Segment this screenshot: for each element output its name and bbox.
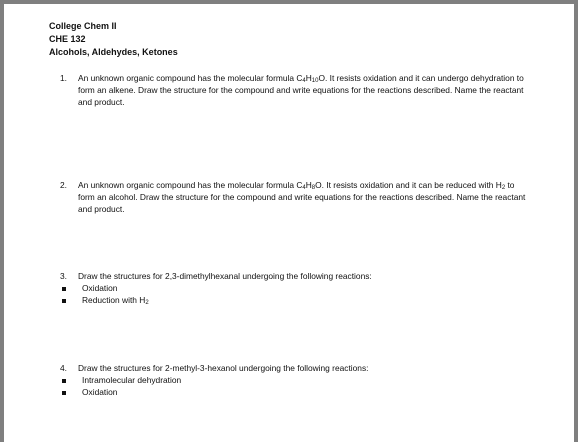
bullet-square-icon	[62, 391, 66, 395]
course-code: CHE 132	[49, 34, 86, 44]
list-item: Intramolecular dehydration	[60, 375, 526, 387]
question-2	[60, 179, 526, 215]
question-3	[60, 270, 526, 306]
question-number: 4.	[60, 363, 67, 373]
question-text: Draw the structures for 2,3-dimethylhexanal undergoing the following reactions:	[78, 271, 372, 281]
question-number: 2.	[60, 180, 67, 190]
list-item: Oxidation	[60, 283, 526, 295]
question-number: 3.	[60, 271, 67, 281]
topic-title: Alcohols, Aldehydes, Ketones	[49, 47, 178, 57]
question-text: An unknown organic compound has the molecular formula $C_4H_{10}O$. It resists oxidation and it can undergo dehydration to form an alkene. Draw the structure for the compound and write equations for the reactions described. Name the reactant and product.	[78, 73, 524, 107]
list-item: Reduction with $H_2$	[60, 295, 526, 307]
question-text: An unknown organic compound has the molecular formula $C_4H_8O$. It resists oxidation and it can be reduced with $H_2$ to form an alcohol. Draw the structure for the compound and write equations for the reactions described. Name the reactant and product.	[78, 180, 526, 214]
list-item: Oxidation	[60, 387, 526, 399]
document-header	[49, 20, 178, 59]
bullet-list	[60, 375, 526, 398]
document-page	[4, 4, 574, 442]
question-text: Draw the structures for 2-methyl-3-hexanol undergoing the following reactions:	[78, 363, 369, 373]
course-title: College Chem II	[49, 21, 117, 31]
question-4	[60, 362, 526, 398]
question-number: 1.	[60, 73, 67, 83]
bullet-square-icon	[62, 379, 66, 383]
bullet-square-icon	[62, 299, 66, 303]
bullet-square-icon	[62, 287, 66, 291]
question-1	[60, 72, 526, 108]
bullet-list	[60, 283, 526, 306]
